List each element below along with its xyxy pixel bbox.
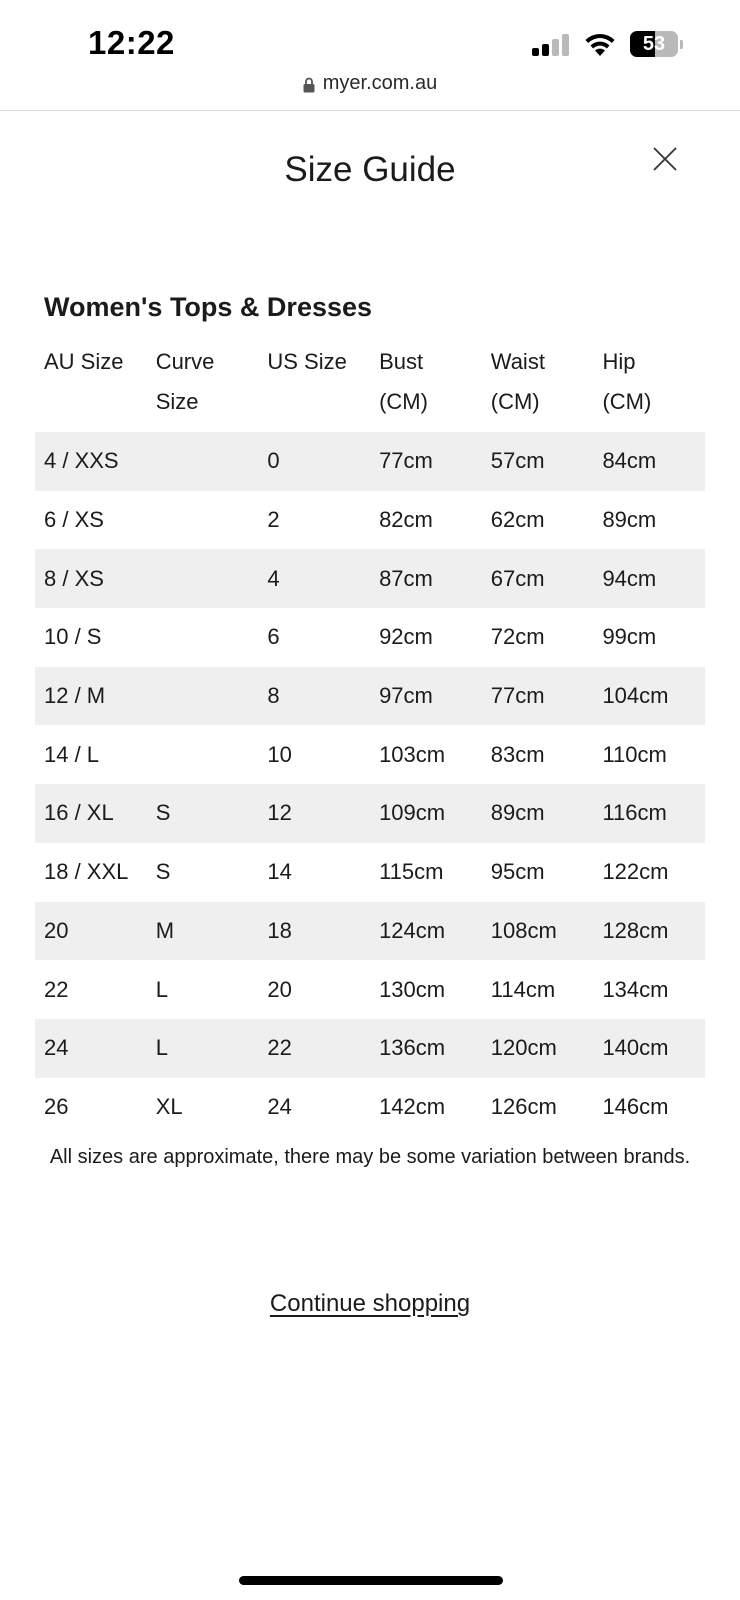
table-cell: L [155, 976, 168, 1002]
url-bar[interactable] [0, 70, 740, 108]
table-cell: 22 [258, 1019, 370, 1078]
header-line: (CM) [490, 389, 540, 414]
table-cell: 18 / XXL [44, 859, 129, 885]
table-cell: 67cm [482, 549, 594, 608]
table-cell: 12 [258, 784, 370, 843]
table-cell: 94cm [593, 549, 705, 608]
table-cell: 140cm [593, 1019, 705, 1078]
table-row [35, 667, 705, 726]
signal-bar [532, 48, 539, 56]
table-cell: 10 / S [44, 624, 102, 650]
disclaimer-text: All sizes are approximate, there may be some variation between brands. [49, 1146, 691, 1168]
header-line: US Size [267, 349, 347, 374]
table-cell: 116cm [593, 784, 705, 843]
table-cell: 62cm [490, 507, 545, 533]
header-line: Size [155, 389, 199, 414]
table-cell: 6 [267, 624, 280, 650]
table-cell: 130cm [379, 976, 446, 1002]
table-cell: 16 / XL [35, 784, 147, 843]
status-time: 12:22 [88, 24, 175, 61]
table-cell: M [147, 902, 259, 961]
modal-title: Size Guide [284, 150, 456, 189]
table-cell: 4 / XXS [35, 432, 147, 491]
table-cell: S [147, 784, 259, 843]
table-cell: 115cm [379, 859, 444, 885]
url-divider [0, 110, 740, 111]
table-row [35, 1078, 705, 1137]
table-cell: 77cm [370, 432, 482, 491]
table-cell: 20 [35, 902, 147, 961]
table-cell: 0 [258, 432, 370, 491]
table-cell: 84cm [593, 432, 705, 491]
table-cell [147, 549, 259, 608]
header-line: (CM) [379, 389, 428, 414]
table-row [35, 1019, 705, 1078]
table-cell: 20 [267, 976, 292, 1002]
table-cell [147, 667, 259, 726]
table-cell: 24 [35, 1019, 147, 1078]
table-cell: 124cm [370, 902, 482, 961]
table-cell: 108cm [482, 902, 594, 961]
table-cell: 82cm [379, 507, 433, 533]
table-cell: S [155, 859, 171, 885]
table-cell: 103cm [379, 741, 446, 767]
table-cell: 4 [258, 549, 370, 608]
table-cell: 126cm [490, 1093, 557, 1119]
table-cell: 146cm [602, 1093, 669, 1119]
url-text: myer.com.au [322, 72, 438, 94]
signal-bar [562, 34, 569, 56]
table-row [35, 784, 705, 843]
table-cell: L [147, 1019, 259, 1078]
table-row [35, 843, 705, 902]
table-cell: 8 [258, 667, 370, 726]
table-cell [147, 432, 259, 491]
table-cell: 72cm [490, 624, 545, 650]
lock-icon [303, 77, 315, 93]
status-bar [0, 0, 740, 74]
battery-level: 53 [642, 33, 666, 55]
table-cell: 24 [267, 1093, 292, 1119]
signal-bar [542, 44, 549, 56]
size-table [35, 342, 705, 1136]
table-row [35, 491, 705, 550]
header-line: (CM) [602, 389, 652, 414]
table-cell: 95cm [490, 859, 545, 885]
table-cell: 142cm [379, 1093, 446, 1119]
header-line: Waist [490, 349, 545, 374]
table-cell: 2 [267, 507, 280, 533]
table-cell: 92cm [379, 624, 433, 650]
table-cell [147, 608, 259, 667]
header-line: Bust [379, 349, 424, 374]
table-cell: 109cm [370, 784, 482, 843]
table-cell: 136cm [370, 1019, 482, 1078]
header-line: AU Size [44, 349, 124, 374]
table-row [35, 725, 705, 784]
header-bust [370, 342, 482, 432]
table-cell: 14 / L [44, 741, 100, 767]
table-cell: 6 / XS [44, 507, 104, 533]
header-curve-size [147, 342, 259, 432]
table-cell: 12 / M [35, 667, 147, 726]
table-cell: 89cm [482, 784, 594, 843]
table-cell: 8 / XS [35, 549, 147, 608]
table-cell: 128cm [593, 902, 705, 961]
battery-tip [680, 40, 683, 49]
table-row [35, 549, 705, 608]
table-cell: 114cm [490, 976, 556, 1002]
header-line: Curve [155, 349, 215, 374]
table-cell: 134cm [602, 976, 669, 1002]
continue-shopping-link[interactable]: Continue shopping [269, 1290, 471, 1317]
table-cell: 87cm [370, 549, 482, 608]
table-cell: 10 [267, 741, 292, 767]
table-cell [147, 491, 259, 550]
table-cell: 22 [44, 976, 69, 1002]
table-cell [147, 725, 259, 784]
table-cell: XL [155, 1093, 183, 1119]
table-cell: 83cm [490, 741, 545, 767]
table-cell: 26 [44, 1093, 69, 1119]
continue-shopping-container [0, 1290, 740, 1318]
table-cell: 122cm [602, 859, 669, 885]
wifi-icon [582, 30, 618, 58]
url-inner [303, 72, 437, 95]
header-us-size [258, 342, 370, 432]
header-hip [593, 342, 705, 432]
table-cell: 97cm [370, 667, 482, 726]
header-au-size [35, 342, 147, 432]
table-header-row [35, 342, 705, 432]
section-title: Women's Tops & Dresses [44, 292, 373, 322]
table-cell: 14 [267, 859, 292, 885]
table-row [35, 960, 705, 1019]
table-cell: 99cm [602, 624, 657, 650]
table-row [35, 608, 705, 667]
table-cell: 120cm [482, 1019, 594, 1078]
close-icon[interactable] [650, 144, 680, 174]
table-row [35, 902, 705, 961]
cellular-signal-icon [532, 32, 572, 56]
table-cell: 77cm [482, 667, 594, 726]
header-line: Hip [602, 349, 636, 374]
battery-icon [630, 31, 678, 57]
table-cell: 18 [258, 902, 370, 961]
table-row [35, 432, 705, 491]
table-cell: 89cm [602, 507, 657, 533]
table-cell: 57cm [482, 432, 594, 491]
header-waist [482, 342, 594, 432]
table-cell: 104cm [593, 667, 705, 726]
home-indicator[interactable] [239, 1576, 503, 1585]
table-cell: 110cm [602, 741, 667, 767]
signal-bar [552, 39, 559, 56]
